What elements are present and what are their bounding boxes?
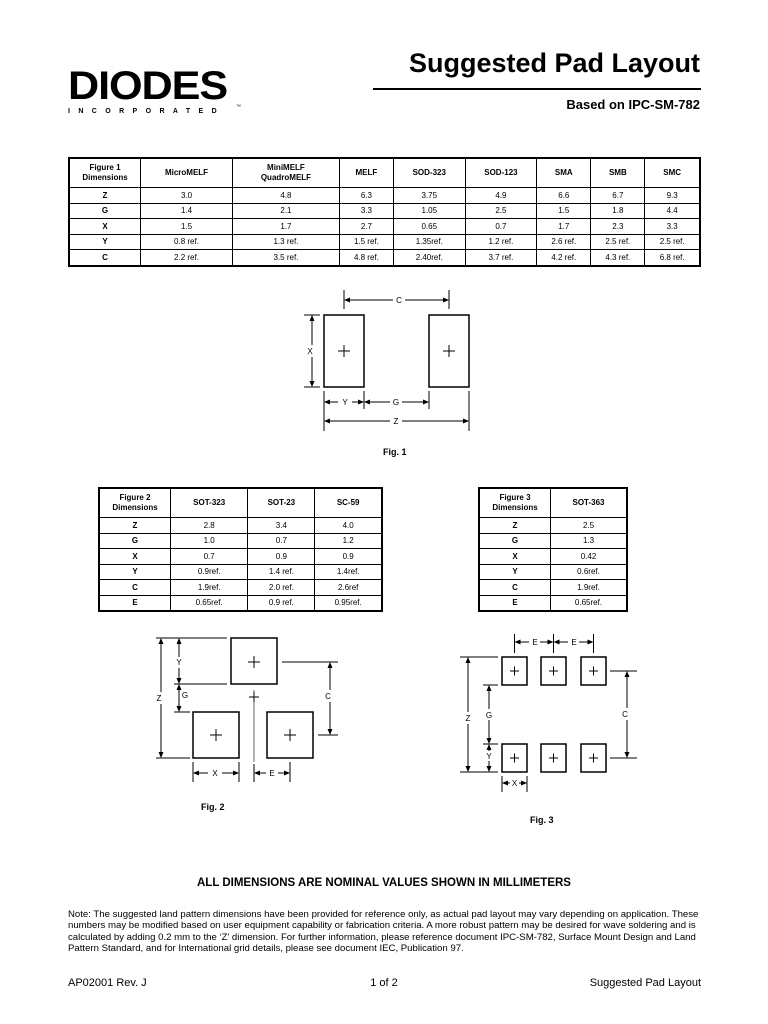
row-label: G bbox=[99, 533, 171, 549]
table-row bbox=[99, 533, 382, 549]
row-label: Z bbox=[99, 518, 171, 534]
table-cell: 2.6 ref. bbox=[537, 234, 591, 250]
fig2-caption: Fig. 2 bbox=[201, 802, 225, 812]
fig3-label-e2: E bbox=[571, 638, 577, 647]
table-cell: 1.2 bbox=[315, 533, 382, 549]
table-cell: 0.65ref. bbox=[171, 595, 248, 611]
fig3-label-g: G bbox=[485, 711, 493, 720]
table-row bbox=[99, 549, 382, 565]
table-cell: 4.4 bbox=[645, 203, 700, 219]
table-cell: 0.9 ref. bbox=[248, 595, 315, 611]
row-label: X bbox=[69, 219, 141, 235]
table-cell: 0.7 bbox=[171, 549, 248, 565]
table-cell: 1.4 ref. bbox=[248, 564, 315, 580]
trademark-symbol: ™ bbox=[236, 104, 241, 110]
table-row bbox=[99, 580, 382, 596]
footer-doc-id: AP02001 Rev. J bbox=[68, 977, 147, 989]
table-cell: 3.4 bbox=[248, 518, 315, 534]
fig2-label-c: C bbox=[325, 692, 331, 701]
row-label: X bbox=[479, 549, 551, 565]
table-cell: 6.3 bbox=[339, 188, 393, 204]
table-cell: 2.8 bbox=[171, 518, 248, 534]
row-label: G bbox=[69, 203, 141, 219]
table-cell: 0.65ref. bbox=[551, 595, 628, 611]
table-cell: 0.6ref. bbox=[551, 564, 628, 580]
table-cell: 2.7 bbox=[339, 219, 393, 235]
table-column-header: SMA bbox=[537, 158, 591, 188]
table-cell: 1.0 bbox=[171, 533, 248, 549]
table-cell: 2.0 ref. bbox=[248, 580, 315, 596]
table-row bbox=[69, 219, 700, 235]
table-cell: 0.7 bbox=[465, 219, 537, 235]
row-label: Y bbox=[69, 234, 141, 250]
fig2-label-x: X bbox=[212, 769, 218, 778]
header-label-line: Figure 1 bbox=[89, 163, 121, 172]
table-row bbox=[69, 250, 700, 266]
table-cell: 0.65 bbox=[393, 219, 465, 235]
table-cell: 1.5 bbox=[537, 203, 591, 219]
fig2-label-z: Z bbox=[156, 694, 162, 703]
table-cell: 3.75 bbox=[393, 188, 465, 204]
table-cell: 0.42 bbox=[551, 549, 628, 565]
table-cell: 1.9ref. bbox=[551, 580, 628, 596]
table-column-header: SC-59 bbox=[315, 488, 382, 518]
fig1-label-g: G bbox=[392, 398, 400, 407]
row-label: Z bbox=[479, 518, 551, 534]
fig3-label-c: C bbox=[622, 710, 628, 719]
table-cell: 3.0 bbox=[141, 188, 233, 204]
fig3-caption: Fig. 3 bbox=[530, 815, 554, 825]
table-column-header: SOD-123 bbox=[465, 158, 537, 188]
table-cell: 1.35ref. bbox=[393, 234, 465, 250]
logo-wordmark: DIODES bbox=[68, 64, 228, 108]
header-label-line: Dimensions bbox=[492, 503, 538, 512]
table-cell: 0.8 ref. bbox=[141, 234, 233, 250]
figure2-diagram bbox=[148, 632, 348, 792]
dimensions-note: ALL DIMENSIONS ARE NOMINAL VALUES SHOWN IN MILLIMETERS bbox=[197, 877, 571, 889]
figure1-dimensions-table bbox=[68, 157, 701, 267]
fig1-label-y: Y bbox=[342, 398, 348, 407]
table-cell: 0.9ref. bbox=[171, 564, 248, 580]
row-label: C bbox=[69, 250, 141, 266]
table-cell: 4.2 ref. bbox=[537, 250, 591, 266]
table-cell: 2.5 bbox=[465, 203, 537, 219]
figure1-diagram bbox=[290, 285, 490, 465]
table-row bbox=[479, 533, 627, 549]
row-label: C bbox=[99, 580, 171, 596]
fig3-label-e1: E bbox=[532, 638, 538, 647]
header-label-line: Dimensions bbox=[112, 503, 158, 512]
row-label: Z bbox=[69, 188, 141, 204]
table-cell: 1.5 bbox=[141, 219, 233, 235]
table-row bbox=[479, 549, 627, 565]
table-column-header: MiniMELF QuadroMELF bbox=[233, 158, 340, 188]
table-row bbox=[99, 518, 382, 534]
row-label: E bbox=[479, 595, 551, 611]
table-cell: 3.5 ref. bbox=[233, 250, 340, 266]
logo-subtitle: INCORPORATED bbox=[68, 108, 226, 115]
table-cell: 2.40ref. bbox=[393, 250, 465, 266]
table-cell: 1.5 ref. bbox=[339, 234, 393, 250]
table-cell: 1.8 bbox=[591, 203, 645, 219]
table-cell: 2.5 ref. bbox=[645, 234, 700, 250]
fig1-caption: Fig. 1 bbox=[383, 447, 407, 457]
table-cell: 1.2 ref. bbox=[465, 234, 537, 250]
table-cell: 3.7 ref. bbox=[465, 250, 537, 266]
table-cell: 1.4ref. bbox=[315, 564, 382, 580]
table-cell: 3.3 bbox=[339, 203, 393, 219]
table-row bbox=[479, 518, 627, 534]
row-label: C bbox=[479, 580, 551, 596]
table-column-header: MELF bbox=[339, 158, 393, 188]
table-cell: 2.5 ref. bbox=[591, 234, 645, 250]
figure3-diagram bbox=[455, 630, 645, 800]
table-cell: 6.7 bbox=[591, 188, 645, 204]
table-cell: 3.3 bbox=[645, 219, 700, 235]
table-column-header: SMC bbox=[645, 158, 700, 188]
table-cell: 2.5 bbox=[551, 518, 628, 534]
footer-page-number: 1 of 2 bbox=[370, 977, 398, 989]
table-cell: 0.95ref. bbox=[315, 595, 382, 611]
fig1-label-c: C bbox=[396, 296, 402, 305]
table-column-header: SOD-323 bbox=[393, 158, 465, 188]
table-cell: 2.2 ref. bbox=[141, 250, 233, 266]
page-subtitle: Based on IPC-SM-782 bbox=[566, 97, 700, 112]
table-column-header: MicroMELF bbox=[141, 158, 233, 188]
table-column-header: SOT-323 bbox=[171, 488, 248, 518]
fig2-label-y: Y bbox=[176, 658, 182, 667]
table-cell: 1.7 bbox=[537, 219, 591, 235]
header-label-line: Figure 2 bbox=[119, 493, 151, 502]
table-cell: 0.9 bbox=[248, 549, 315, 565]
row-label: E bbox=[99, 595, 171, 611]
table-header-dimensions bbox=[69, 158, 141, 188]
fig2-label-e: E bbox=[269, 769, 275, 778]
row-label: G bbox=[479, 533, 551, 549]
table-column-header: SOT-363 bbox=[551, 488, 628, 518]
reference-note: Note: The suggested land pattern dimensions have been provided for reference only, as actual pad layout may vary depending on application. These numbers may be modified based on user equipment capability or fabrication criteria. A more robust pattern may be desired for wave soldering and is calculated by adding 0.2 mm to the ‘Z’ dimension. For further information, please reference document IPC-SM-782, Surface Mount Design and Land Pattern Standard, and for International grid details, please see document IEC, Publication 97. bbox=[68, 909, 699, 954]
table-cell: 1.3 bbox=[551, 533, 628, 549]
table-cell: 0.9 bbox=[315, 549, 382, 565]
table-row bbox=[479, 564, 627, 580]
row-label: Y bbox=[479, 564, 551, 580]
table-cell: 1.9ref. bbox=[171, 580, 248, 596]
header-label-line: Dimensions bbox=[82, 173, 128, 182]
table-cell: 2.1 bbox=[233, 203, 340, 219]
table-header-row bbox=[99, 488, 382, 518]
table-row bbox=[69, 188, 700, 204]
table-cell: 1.3 ref. bbox=[233, 234, 340, 250]
table-cell: 4.8 ref. bbox=[339, 250, 393, 266]
row-label: Y bbox=[99, 564, 171, 580]
table-cell: 4.9 bbox=[465, 188, 537, 204]
title-divider bbox=[373, 88, 701, 90]
table-row bbox=[479, 580, 627, 596]
table-column-header: SOT-23 bbox=[248, 488, 315, 518]
fig2-label-g: G bbox=[181, 691, 189, 700]
fig3-label-y: Y bbox=[486, 752, 492, 761]
figure2-dimensions-table bbox=[98, 487, 383, 612]
footer-title: Suggested Pad Layout bbox=[589, 977, 701, 989]
row-label: X bbox=[99, 549, 171, 565]
fig3-label-x: X bbox=[511, 779, 518, 788]
fig1-label-x: X bbox=[307, 347, 313, 356]
table-cell: 6.6 bbox=[537, 188, 591, 204]
header-label-line: Figure 3 bbox=[499, 493, 531, 502]
table-cell: 2.6ref bbox=[315, 580, 382, 596]
figure3-dimensions-table bbox=[478, 487, 628, 612]
table-column-header: SMB bbox=[591, 158, 645, 188]
table-cell: 4.0 bbox=[315, 518, 382, 534]
table-row bbox=[69, 203, 700, 219]
table-cell: 0.7 bbox=[248, 533, 315, 549]
table-header-row bbox=[69, 158, 700, 188]
table-row bbox=[99, 564, 382, 580]
fig1-label-z: Z bbox=[393, 417, 399, 426]
table-header-dimensions bbox=[479, 488, 551, 518]
table-cell: 1.05 bbox=[393, 203, 465, 219]
page-title: Suggested Pad Layout bbox=[408, 48, 700, 78]
table-row bbox=[99, 595, 382, 611]
table-cell: 4.3 ref. bbox=[591, 250, 645, 266]
fig3-label-z: Z bbox=[465, 714, 471, 723]
table-cell: 9.3 bbox=[645, 188, 700, 204]
table-cell: 1.7 bbox=[233, 219, 340, 235]
table-cell: 6.8 ref. bbox=[645, 250, 700, 266]
company-logo bbox=[68, 66, 240, 118]
table-cell: 2.3 bbox=[591, 219, 645, 235]
table-header-row bbox=[479, 488, 627, 518]
table-row bbox=[479, 595, 627, 611]
table-cell: 4.8 bbox=[233, 188, 340, 204]
table-cell: 1.4 bbox=[141, 203, 233, 219]
table-header-dimensions bbox=[99, 488, 171, 518]
table-row bbox=[69, 234, 700, 250]
